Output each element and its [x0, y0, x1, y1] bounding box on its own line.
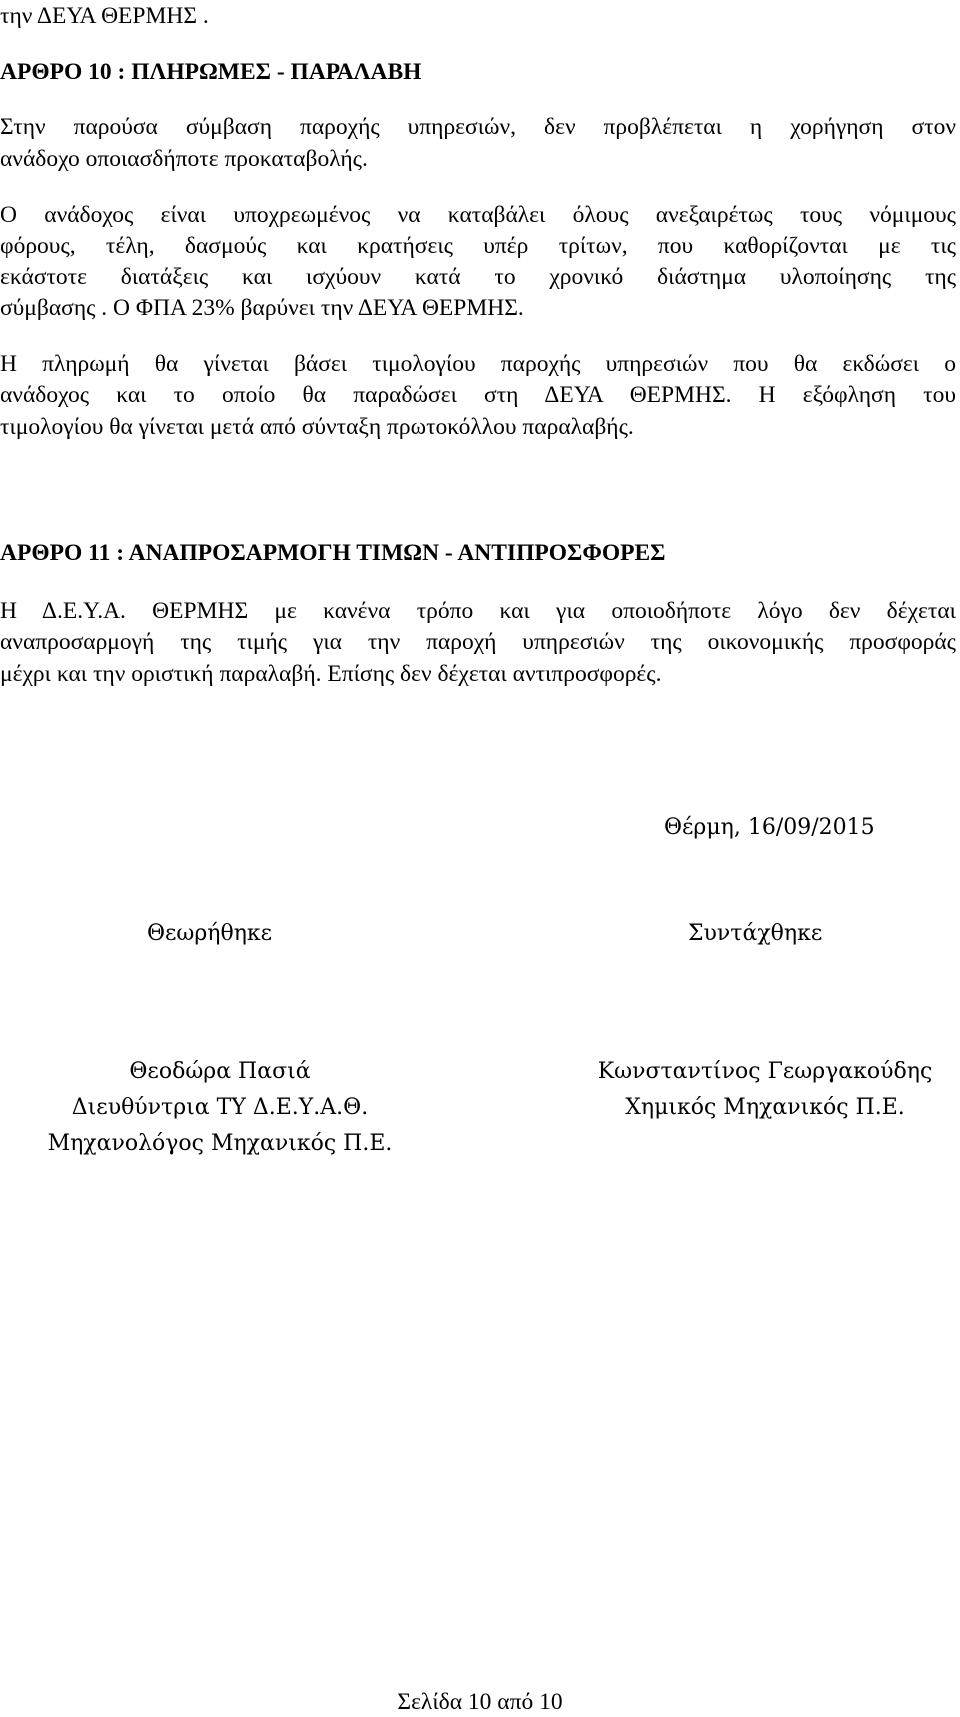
article-10-paragraph-1-line-1: Στην παρούσα σύμβαση παροχής υπηρεσιών, δεν προβλέπεται η χορήγηση στον	[0, 114, 956, 140]
left-signatory-qualification: Μηχανολόγος Μηχανικός Π.Ε.	[47, 1131, 393, 1156]
left-signatory-position: Διευθύντρια ΤΥ Δ.Ε.Υ.Α.Θ.	[71, 1095, 369, 1120]
article-10-paragraph-2-line-2: φόρους, τέλη, δασμούς και κρατήσεις υπέρ τρίτων, που καθορίζονται με τις	[0, 233, 956, 259]
article-10-paragraph-3-line-3: τιμολογίου θα γίνεται μετά από σύνταξη πρωτοκόλλου παραλαβής.	[0, 414, 634, 440]
article-11-heading: ΑΡΘΡΟ 11 : ΑΝΑΠΡΟΣΑΡΜΟΓΗ ΤΙΜΩΝ - ΑΝΤΙΠΡΟΣΦΟΡΕΣ	[0, 540, 666, 566]
article-10-paragraph-3-line-2: ανάδοχος και το οποίο θα παραδώσει στη ΔΕΥΑ ΘΕΡΜΗΣ. Η εξόφληση του	[0, 382, 956, 408]
left-signatory-name: Θεοδώρα Πασιά	[129, 1059, 311, 1084]
left-signature-title: Θεωρήθηκε	[147, 921, 273, 946]
page-number-footer: Σελίδα 10 από 10	[397, 1689, 563, 1715]
right-signatory-qualification: Χημικός Μηχανικός Π.Ε.	[625, 1095, 905, 1120]
continued-text-fragment: την ΔΕΥΑ ΘΕΡΜΗΣ .	[0, 3, 209, 29]
article-10-paragraph-3-line-1: Η πληρωμή θα γίνεται βάσει τιμολογίου παροχής υπηρεσιών που θα εκδώσει ο	[0, 351, 956, 377]
article-10-paragraph-2-line-3: εκάστοτε διατάξεις και ισχύουν κατά το χρονικό διάστημα υλοποίησης της	[0, 264, 956, 290]
right-signature-title: Συντάχθηκε	[688, 921, 823, 946]
right-signatory-block	[575, 1054, 955, 1126]
left-signatory-block	[20, 1054, 420, 1162]
place-and-date: Θέρμη, 16/09/2015	[664, 815, 875, 840]
article-10-heading: ΑΡΘΡΟ 10 : ΠΛΗΡΩΜΕΣ - ΠΑΡΑΛΑΒΗ	[0, 59, 422, 85]
article-11-paragraph-line-3: μέχρι και την οριστική παραλαβή. Επίσης δεν δέχεται αντιπροσφορές.	[0, 661, 662, 687]
right-signatory-name: Κωνσταντίνος Γεωργακούδης	[597, 1059, 933, 1084]
article-11-paragraph-line-1: Η Δ.Ε.Υ.Α. ΘΕΡΜΗΣ με κανένα τρόπο και για οποιοδήποτε λόγο δεν δέχεται	[0, 598, 956, 624]
article-10-paragraph-2-line-1: Ο ανάδοχος είναι υποχρεωμένος να καταβάλει όλους ανεξαιρέτως τους νόμιμους	[0, 202, 956, 228]
article-11-paragraph-line-2: αναπροσαρμογή της τιμής για την παροχή υπηρεσιών της οικονομικής προσφοράς	[0, 629, 956, 655]
article-10-paragraph-2-line-4: σύμβασης . Ο ΦΠΑ 23% βαρύνει την ΔΕΥΑ ΘΕΡΜΗΣ.	[0, 295, 524, 321]
article-10-paragraph-1-line-2: ανάδοχο οποιασδήποτε προκαταβολής.	[0, 146, 368, 172]
